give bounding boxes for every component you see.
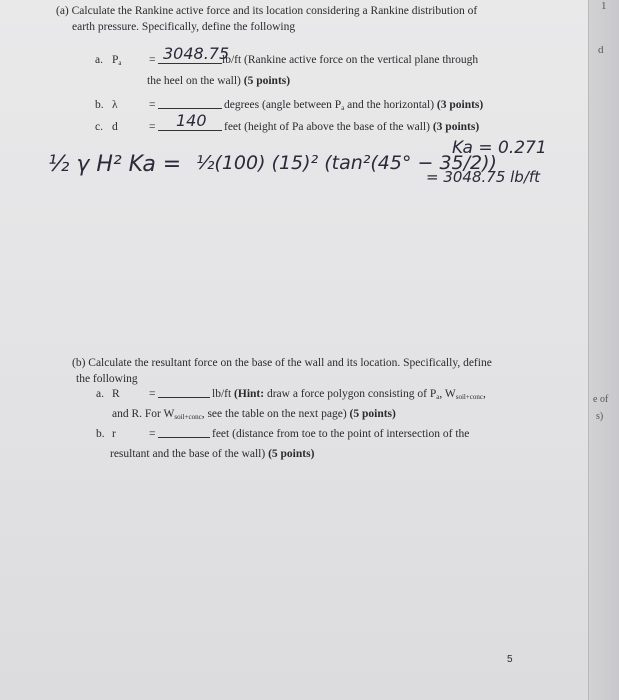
part-a-item-c-equals: = [149,121,156,133]
part-b-item-b-desc2: resultant and the base of the wall) (5 points) [110,448,315,460]
edge-top-mark: 1 [601,0,607,12]
part-b-item-a-symbol: R [112,388,120,400]
edge-side-of: e of [593,394,609,405]
part-b-item-b-desc: feet (distance from toe to the point of intersection of the [212,428,470,440]
page-number: 5 [507,654,513,665]
edge-side-pts: s) [596,411,604,422]
edge-side-letter: d [598,44,604,56]
part-b-item-a-equals: = [149,388,156,400]
part-a-item-a-desc2: the heel on the wall) (5 points) [147,75,291,87]
part-a-item-b-symbol: λ [112,99,118,111]
part-a-heading-line1: (a) Calculate the Rankine active force and its location considering a Rankine distribution of [56,5,478,17]
handwritten-ka-value: Ka = 0.271 [452,138,547,158]
handwritten-result: = 3048.75 lb/ft [426,168,541,186]
part-a-item-a-equals: = [149,54,156,66]
part-a-heading-line2: earth pressure. Specifically, define the following [72,21,296,33]
part-b-item-b-label: b. [96,428,105,440]
part-b-item-a-label: a. [96,388,104,400]
part-a-item-b-equals: = [149,99,156,111]
part-a-item-a-answer: 3048.75 [163,44,230,63]
part-b-heading-line2: the following [76,373,138,385]
part-b-item-a-desc: lb/ft (Hint: draw a force polygon consisting of $P_a$, $W_{soil+conc}$, [212,388,486,401]
part-b-item-a-line2: and R. For $W_{soil+conc}$, see the table on the next page) (5 points) [112,408,396,421]
part-a-item-a-desc: lb/ft (Rankine active force on the vertical plane through [222,54,479,66]
part-a-item-c-label: c. [95,121,103,133]
part-a-item-b-desc: degrees (angle between $P_a$ and the horizontal) (3 points) [224,99,484,112]
part-b-item-a-blank [158,386,210,398]
part-a-item-a-label: a. [95,54,103,66]
part-b-item-b-blank [158,426,210,438]
adjacent-page-edge [588,0,619,700]
part-b-item-b-symbol: r [112,428,116,440]
part-a-item-a-symbol: $P_a$ [112,54,122,67]
part-a-item-c-answer: 140 [176,111,207,130]
part-a-item-b-blank [158,97,222,109]
handwritten-formula-left: ½ γ H² Ka = [48,152,182,177]
part-a-item-b-label: b. [95,99,104,111]
part-a-item-c-desc: feet (height of Pa above the base of the wall) (3 points) [224,121,480,133]
handwritten-formula-right: ½(100) (15)² (tan²(45° − 35/2)) [196,152,497,174]
part-a-item-c-symbol: d [112,121,118,133]
part-b-item-b-equals: = [149,428,156,440]
part-b-heading-line1: (b) Calculate the resultant force on the base of the wall and its location. Specifically, define [72,357,492,369]
